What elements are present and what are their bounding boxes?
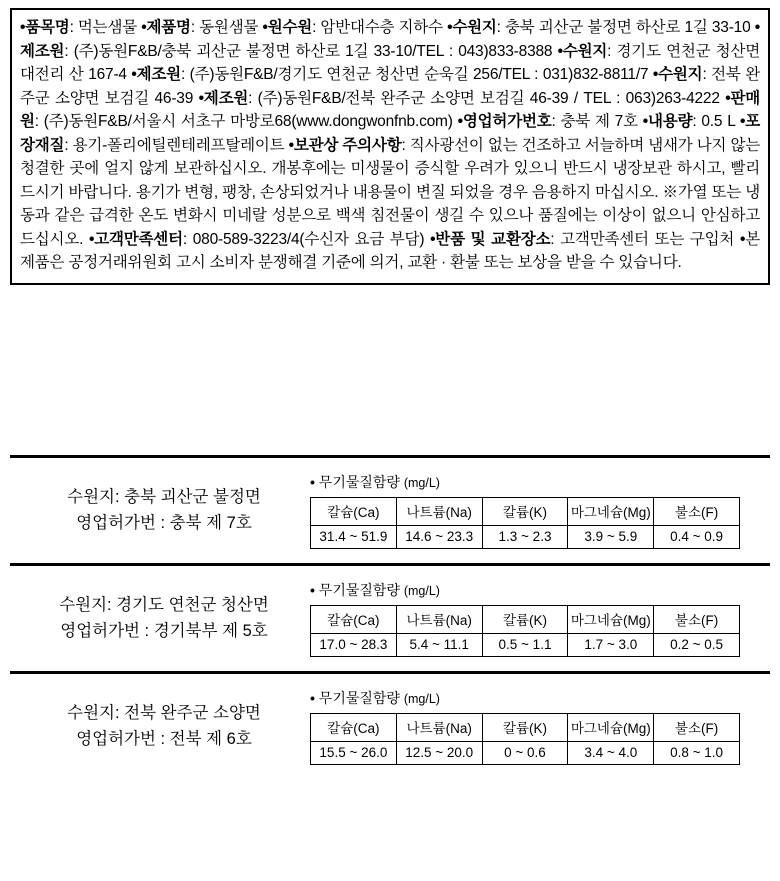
- source-location: 수원지: 경기도 연천군 청산면: [59, 595, 269, 614]
- label-field-value: : 암반대수층 지하수: [312, 19, 448, 36]
- bullet-icon: •: [642, 113, 649, 131]
- bullet-icon: •: [725, 89, 731, 107]
- table-header-cell: 마그네슘(Mg): [568, 498, 654, 526]
- label-field-value: 본 제품은 공정거래위원회 고시 소비자 분쟁해결 기준에 의거, 교환 · 환불 또는 보상을 받을 수 있습니다.: [20, 230, 760, 272]
- bullet-icon: •: [88, 230, 95, 248]
- label-field-name: 수원지: [562, 42, 608, 60]
- table-cell: 31.4 ~ 51.9: [311, 526, 397, 549]
- label-field-name: 수원지: [452, 19, 497, 36]
- label-field-name: 고객만족센터: [94, 230, 183, 248]
- table-header-cell: 칼슘(Ca): [311, 714, 397, 742]
- mineral-title-label: 무기물질함량: [318, 690, 400, 706]
- bullet-icon: •: [652, 66, 659, 84]
- table-header-cell: 불소(F): [654, 606, 740, 634]
- table-header-cell: 불소(F): [654, 714, 740, 742]
- label-field-value: : 먹는샘물: [69, 19, 142, 36]
- source-location: 수원지: 충북 괴산군 불정면: [67, 487, 261, 506]
- bullet-icon: •: [739, 230, 746, 248]
- table-cell: 3.4 ~ 4.0: [568, 742, 654, 765]
- mineral-table: [310, 713, 740, 765]
- mineral-table: [310, 497, 740, 549]
- water-source-section: [10, 566, 770, 671]
- mineral-title: [310, 472, 770, 492]
- label-field-name: 보관상 주의사항: [293, 136, 402, 154]
- bullet-icon: •: [310, 474, 315, 490]
- label-field-name: 판매원: [20, 89, 760, 131]
- water-source-section: [10, 674, 770, 779]
- table-header-row: [311, 714, 740, 742]
- label-field-name: 포장재질: [20, 113, 761, 154]
- bullet-icon: •: [262, 19, 268, 36]
- bullet-icon: •: [557, 42, 563, 60]
- label-field-value: : 충북 제 7호: [551, 113, 643, 131]
- mineral-unit-label: (mg/L): [403, 692, 440, 706]
- bullet-icon: •: [288, 136, 294, 154]
- table-header-cell: 칼슘(Ca): [311, 498, 397, 526]
- label-field-name: 제조원: [136, 66, 181, 84]
- table-row: [311, 634, 740, 657]
- water-source-sections: [10, 455, 770, 779]
- mineral-unit-label: (mg/L): [403, 476, 440, 490]
- bullet-icon: •: [131, 66, 137, 84]
- product-label-text: [20, 16, 760, 275]
- mineral-title-label: 무기물질함량: [318, 474, 400, 490]
- table-header-cell: 마그네슘(Mg): [568, 606, 654, 634]
- source-info: [10, 701, 300, 752]
- mineral-title: [310, 688, 770, 708]
- bullet-icon: •: [141, 19, 147, 36]
- bullet-icon: •: [457, 113, 463, 131]
- bullet-icon: •: [310, 582, 315, 598]
- source-license: 영업허가번 : 경기북부 제 5호: [60, 621, 268, 640]
- table-cell: 17.0 ~ 28.3: [311, 634, 397, 657]
- label-field-value: : 직사광선이 없는 건조하고 서늘하며 냄새가 나지 않는 청결한 곳에 얼지 않게 보관하십시오. 개봉후에는 미생물이 증식할 우려가 있으니 반드시 냉장보관 하시고, 빨리 드시기 바랍니다. 용기가 변형, 팽창, 손상되었거나 내용물이 변질 되었을 경우 음용하지 마십시오. ※가열 또는 냉동과 같은 급격한 온도 변화시 미네랄 성분으로 백색 침전물이 생길 수 있으나 품질에는 이상이 없으니 안심하고 드십시오.: [20, 136, 760, 248]
- label-field-name: 반품 및 교환장소: [435, 230, 551, 248]
- table-cell: 12.5 ~ 20.0: [396, 742, 482, 765]
- label-field-value: : 080-589-3223/4(수신자 요금 부담): [182, 230, 431, 248]
- table-cell: 0.8 ~ 1.0: [654, 742, 740, 765]
- bullet-icon: •: [20, 19, 26, 36]
- source-info: [10, 485, 300, 536]
- source-license: 영업허가번 : 전북 제 6호: [76, 729, 252, 748]
- table-cell: 0.5 ~ 1.1: [482, 634, 568, 657]
- label-field-value: : 충북 괴산군 불정면 하산로 1길 33-10: [496, 19, 755, 36]
- table-cell: 5.4 ~ 11.1: [396, 634, 482, 657]
- label-field-name: 영업허가번호: [462, 113, 552, 131]
- label-field-value: : 동원샘물: [190, 19, 263, 36]
- water-source-section: [10, 458, 770, 563]
- table-header-cell: 나트륨(Na): [396, 714, 482, 742]
- label-field-value: : 전북 완주군 소양면 보검길 46-39: [20, 66, 761, 107]
- table-cell: 0.4 ~ 0.9: [654, 526, 740, 549]
- mineral-title-label: 무기물질함량: [318, 582, 400, 598]
- bullet-icon: •: [430, 230, 436, 248]
- label-field-name: 수원지: [658, 66, 703, 84]
- source-location: 수원지: 전북 완주군 소양면: [67, 703, 261, 722]
- label-field-value: : 0.5 L: [692, 113, 740, 131]
- mineral-table: [310, 605, 740, 657]
- label-field-value: : (주)동원F&B/경기도 연천군 청산면 순욱길 256/TEL : 031)832-8811/7: [180, 66, 653, 84]
- table-cell: 3.9 ~ 5.9: [568, 526, 654, 549]
- table-header-cell: 마그네슘(Mg): [568, 714, 654, 742]
- label-field-name: 제품명: [146, 19, 191, 36]
- table-cell: 1.3 ~ 2.3: [482, 526, 568, 549]
- label-field-name: 내용량: [648, 113, 693, 131]
- label-field-value: : 고객만족센터 또는 구입처: [550, 230, 740, 248]
- table-header-row: [311, 498, 740, 526]
- table-cell: 0.2 ~ 0.5: [654, 634, 740, 657]
- table-header-cell: 칼륨(K): [482, 606, 568, 634]
- product-label-box: [10, 8, 770, 285]
- mineral-unit-label: (mg/L): [403, 584, 440, 598]
- bullet-icon: •: [198, 89, 204, 107]
- label-field-value: : 용기-폴리에틸렌테레프탈레이트: [64, 136, 289, 154]
- bullet-icon: •: [447, 19, 453, 36]
- bullet-icon: •: [754, 19, 760, 36]
- label-field-value: : 경기도 연천군 청산면 대전리 산 167-4: [20, 42, 760, 84]
- label-field-name: 제조원: [20, 42, 65, 60]
- mineral-block: [300, 472, 770, 549]
- mineral-block: [300, 580, 770, 657]
- label-field-name: 제조원: [203, 89, 249, 107]
- label-field-value: : (주)동원F&B/서울시 서초구 마방로68(www.dongwonfnb.com): [34, 113, 458, 131]
- label-field-name: 품목명: [25, 19, 70, 36]
- table-cell: 14.6 ~ 23.3: [396, 526, 482, 549]
- table-header-cell: 나트륨(Na): [396, 606, 482, 634]
- table-header-cell: 칼륨(K): [482, 714, 568, 742]
- bullet-icon: •: [740, 113, 746, 131]
- table-cell: 1.7 ~ 3.0: [568, 634, 654, 657]
- table-cell: 15.5 ~ 26.0: [311, 742, 397, 765]
- bullet-icon: •: [310, 690, 315, 706]
- table-header-cell: 나트륨(Na): [396, 498, 482, 526]
- mineral-block: [300, 688, 770, 765]
- label-field-name: 원수원: [267, 19, 313, 36]
- source-license: 영업허가번 : 충북 제 7호: [76, 513, 252, 532]
- mineral-title: [310, 580, 770, 600]
- table-header-row: [311, 606, 740, 634]
- table-cell: 0 ~ 0.6: [482, 742, 568, 765]
- source-info: [10, 593, 300, 644]
- table-header-cell: 칼슘(Ca): [311, 606, 397, 634]
- table-row: [311, 742, 740, 765]
- table-header-cell: 칼륨(K): [482, 498, 568, 526]
- label-field-value: : (주)동원F&B/전북 완주군 소양면 보검길 46-39 / TEL : 063)263-4222: [248, 89, 726, 107]
- table-header-cell: 불소(F): [654, 498, 740, 526]
- label-field-value: : (주)동원F&B/충북 괴산군 불정면 하산로 1길 33-10/TEL : 043)833-8388: [64, 42, 558, 60]
- table-row: [311, 526, 740, 549]
